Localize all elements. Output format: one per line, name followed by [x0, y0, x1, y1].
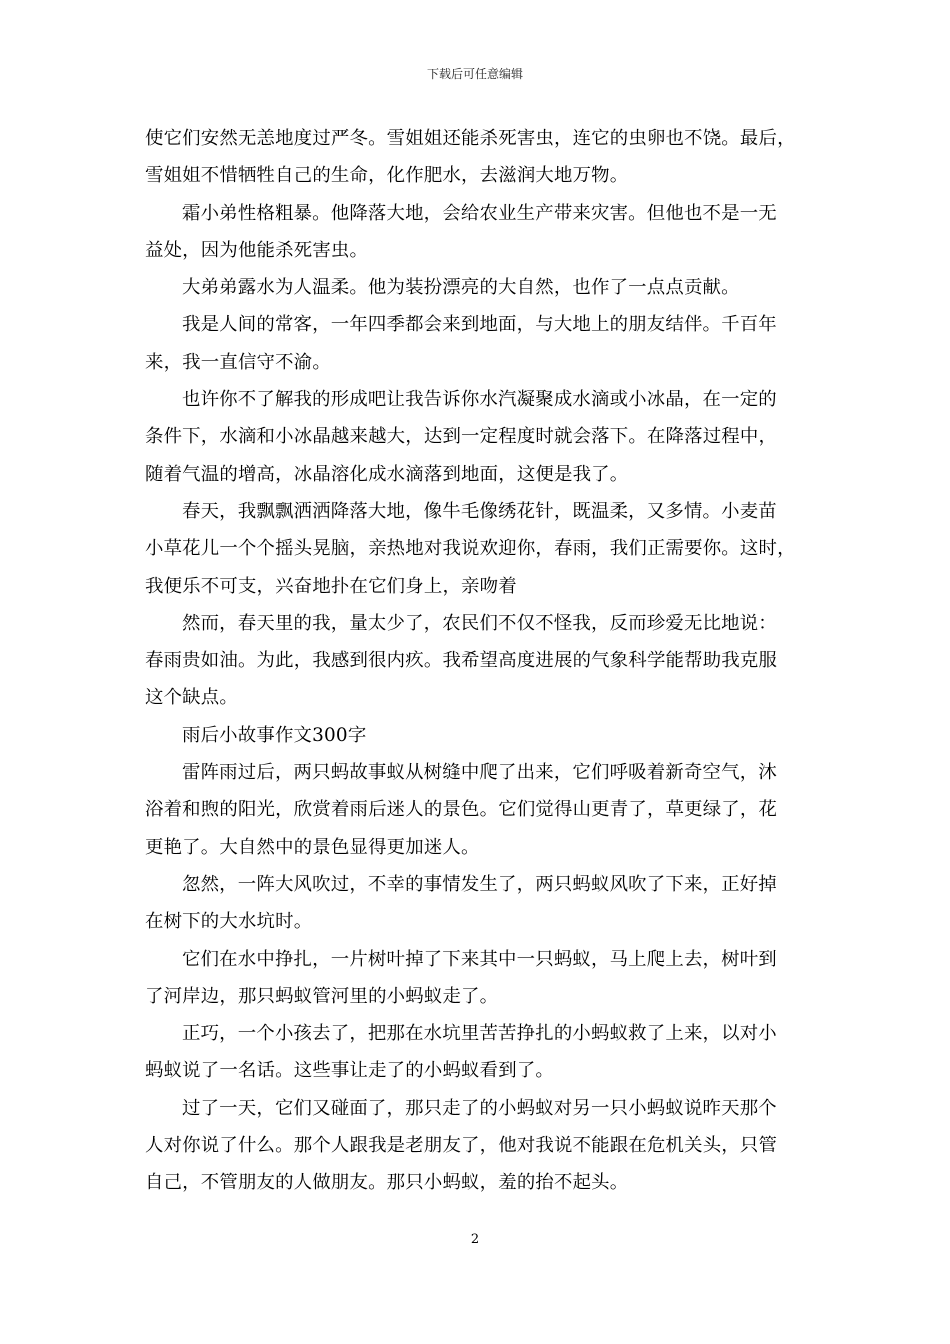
paragraph	[145, 1015, 807, 1090]
paragraph	[145, 381, 807, 493]
page-header: 下载后可任意编辑	[426, 67, 523, 81]
text-line: 它们在水中挣扎，一片树叶掉了下来其中一只蚂蚁，马上爬上去，树叶到	[182, 948, 777, 970]
paragraph	[145, 306, 807, 381]
text-line: 益处，因为他能杀死害虫。	[145, 239, 369, 261]
text-line: 雷阵雨过后，两只蚂故事蚁从树缝中爬了出来，它们呼吸着新奇空气，沐	[182, 762, 777, 784]
text-line: 春雨贵如油。为此，我感到很内疚。我希望高度进展的气象科学能帮助我克服	[145, 650, 778, 672]
text-line: 在树下的大水坑时。	[145, 911, 313, 933]
text-line: 了河岸边，那只蚂蚁管河里的小蚂蚁走了。	[145, 985, 499, 1007]
paragraph	[145, 717, 807, 754]
text-line: 更艳了。大自然中的景色显得更加迷人。	[145, 836, 480, 858]
text-line: 来，我一直信守不渝。	[145, 351, 331, 373]
text-line: 雨后小故事作文300字	[182, 724, 367, 746]
paragraph	[145, 120, 807, 195]
paragraph	[145, 493, 807, 605]
paragraph	[145, 941, 807, 1016]
text-line: 小草花儿一个个摇头晃脑，亲热地对我说欢迎你，春雨，我们正需要你。这时，	[145, 538, 796, 560]
document-body	[145, 120, 807, 1202]
paragraph	[145, 754, 807, 866]
text-line: 条件下，水滴和小冰晶越来越大，达到一定程度时就会落下。在降落过程中，	[145, 426, 778, 448]
text-line: 霜小弟性格粗暴。他降落大地，会给农业生产带来灾害。但他也不是一无	[182, 202, 777, 224]
text-line: 忽然，一阵大风吹过，不幸的事情发生了，两只蚂蚁风吹了下来，正好掉	[182, 873, 777, 895]
text-line: 随着气温的增高，冰晶溶化成水滴落到地面，这便是我了。	[145, 463, 629, 485]
text-line: 然而，春天里的我，量太少了，农民们不仅不怪我，反而珍爱无比地说：	[182, 612, 777, 634]
text-line: 我是人间的常客，一年四季都会来到地面，与大地上的朋友结伴。千百年	[182, 314, 777, 336]
text-line: 我便乐不可支，兴奋地扑在它们身上，亲吻着	[145, 575, 517, 597]
text-line: 使它们安然无恙地度过严冬。雪姐姐还能杀死害虫，连它的虫卵也不饶。最后，	[145, 128, 796, 149]
paragraph	[145, 605, 807, 717]
text-line: 自己，不管朋友的人做朋友。那只小蚂蚁，羞的抬不起头。	[145, 1172, 629, 1194]
paragraph	[145, 866, 807, 941]
text-line: 浴着和煦的阳光，欣赏着雨后迷人的景色。它们觉得山更青了，草更绿了，花	[145, 799, 778, 821]
text-line: 春天，我飘飘洒洒降落大地，像牛毛像绣花针，既温柔，又多情。小麦苗	[182, 500, 777, 522]
text-line: 正巧，一个小孩去了，把那在水坑里苦苦挣扎的小蚂蚁救了上来，以对小	[182, 1023, 777, 1045]
text-line: 过了一天，它们又碰面了，那只走了的小蚂蚁对另一只小蚂蚁说昨天那个	[182, 1097, 777, 1119]
paragraph	[145, 195, 807, 270]
text-line: 大弟弟露水为人温柔。他为装扮漂亮的大自然，也作了一点点贡献。	[182, 277, 740, 299]
page-number: 2	[470, 1232, 480, 1247]
text-line: 人对你说了什么。那个人跟我是老朋友了，他对我说不能跟在危机关头，只管	[145, 1135, 778, 1157]
text-line: 这个缺点。	[145, 687, 238, 709]
text-line: 也许你不了解我的形成吧让我告诉你水汽凝聚成水滴或小冰晶，在一定的	[182, 389, 777, 411]
paragraph	[145, 269, 807, 306]
paragraph	[145, 1090, 807, 1202]
text-line: 蚂蚁说了一名话。这些事让走了的小蚂蚁看到了。	[145, 1060, 554, 1082]
text-line: 雪姐姐不惜牺牲自己的生命，化作肥水，去滋润大地万物。	[145, 165, 629, 187]
